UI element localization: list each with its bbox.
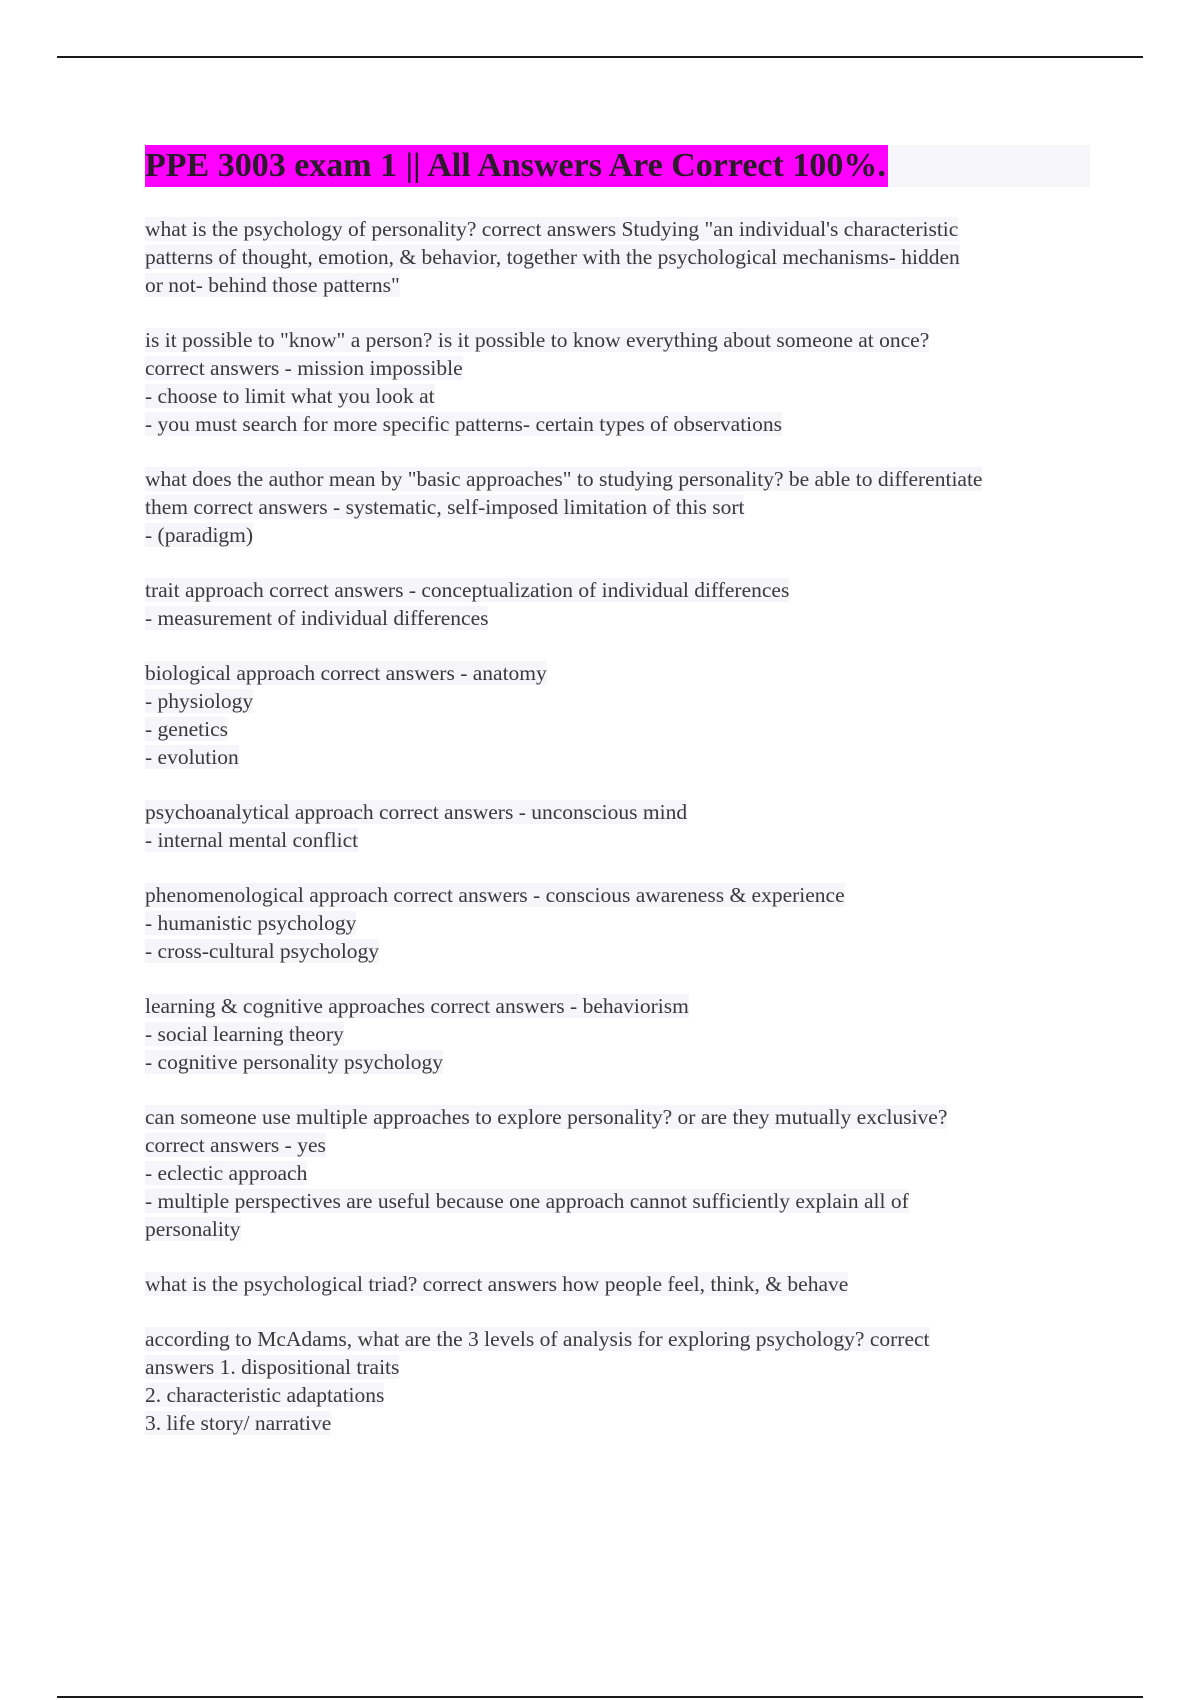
document-title: PPE 3003 exam 1 || All Answers Are Correct 100%. [145, 145, 888, 187]
qa-entry [145, 659, 1090, 771]
qa-line: - evolution [145, 745, 239, 769]
qa-line: 3. life story/ narrative [145, 1411, 332, 1435]
qa-line: phenomenological approach correct answers - conscious awareness & experience [145, 883, 845, 907]
bottom-rule [57, 1696, 1143, 1698]
qa-line: what does the author mean by "basic approaches" to studying personality? be able to differentiate [145, 467, 983, 491]
top-rule [57, 56, 1143, 58]
qa-line: or not- behind those patterns" [145, 273, 400, 297]
qa-line: 2. characteristic adaptations [145, 1383, 385, 1407]
qa-line: - you must search for more specific patterns- certain types of observations [145, 412, 783, 436]
qa-line: - genetics [145, 717, 228, 741]
qa-line: them correct answers - systematic, self-imposed limitation of this sort [145, 495, 745, 519]
qa-line: - eclectic approach [145, 1161, 308, 1185]
qa-line: - measurement of individual differences [145, 606, 489, 630]
qa-entry [145, 326, 1090, 438]
qa-line: what is the psychological triad? correct answers how people feel, think, & behave [145, 1272, 849, 1296]
qa-line: patterns of thought, emotion, & behavior, together with the psychological mechanisms- hidden [145, 245, 960, 269]
qa-line: correct answers - yes [145, 1133, 326, 1157]
qa-line: correct answers - mission impossible [145, 356, 463, 380]
qa-line: is it possible to "know" a person? is it possible to know everything about someone at once? [145, 328, 930, 352]
title-bar [145, 145, 1090, 187]
qa-line: - cognitive personality psychology [145, 1050, 443, 1074]
qa-line: what is the psychology of personality? correct answers Studying "an individual's characteristic [145, 217, 959, 241]
qa-entry [145, 1270, 1090, 1298]
qa-entry [145, 215, 1090, 299]
qa-line: psychoanalytical approach correct answers - unconscious mind [145, 800, 688, 824]
qa-line: biological approach correct answers - anatomy [145, 661, 547, 685]
qa-line: according to McAdams, what are the 3 levels of analysis for exploring psychology? correct [145, 1327, 930, 1351]
qa-entry [145, 798, 1090, 854]
qa-line: - multiple perspectives are useful because one approach cannot sufficiently explain all of [145, 1189, 909, 1213]
qa-entry [145, 576, 1090, 632]
qa-entry [145, 1325, 1090, 1437]
qa-entry [145, 1103, 1090, 1243]
document-body [145, 145, 1090, 1464]
qa-line: learning & cognitive approaches correct answers - behaviorism [145, 994, 689, 1018]
qa-line: - physiology [145, 689, 254, 713]
qa-entry [145, 992, 1090, 1076]
qa-line: - cross-cultural psychology [145, 939, 380, 963]
qa-entry [145, 465, 1090, 549]
qa-line: - internal mental conflict [145, 828, 359, 852]
qa-line: - social learning theory [145, 1022, 344, 1046]
qa-line: can someone use multiple approaches to explore personality? or are they mutually exclusive? [145, 1105, 948, 1129]
qa-entry [145, 881, 1090, 965]
qa-line: answers 1. dispositional traits [145, 1355, 400, 1379]
qa-line: - choose to limit what you look at [145, 384, 435, 408]
qa-line: - (paradigm) [145, 523, 254, 547]
qa-line: personality [145, 1217, 241, 1241]
qa-line: - humanistic psychology [145, 911, 357, 935]
qa-line: trait approach correct answers - conceptualization of individual differences [145, 578, 790, 602]
